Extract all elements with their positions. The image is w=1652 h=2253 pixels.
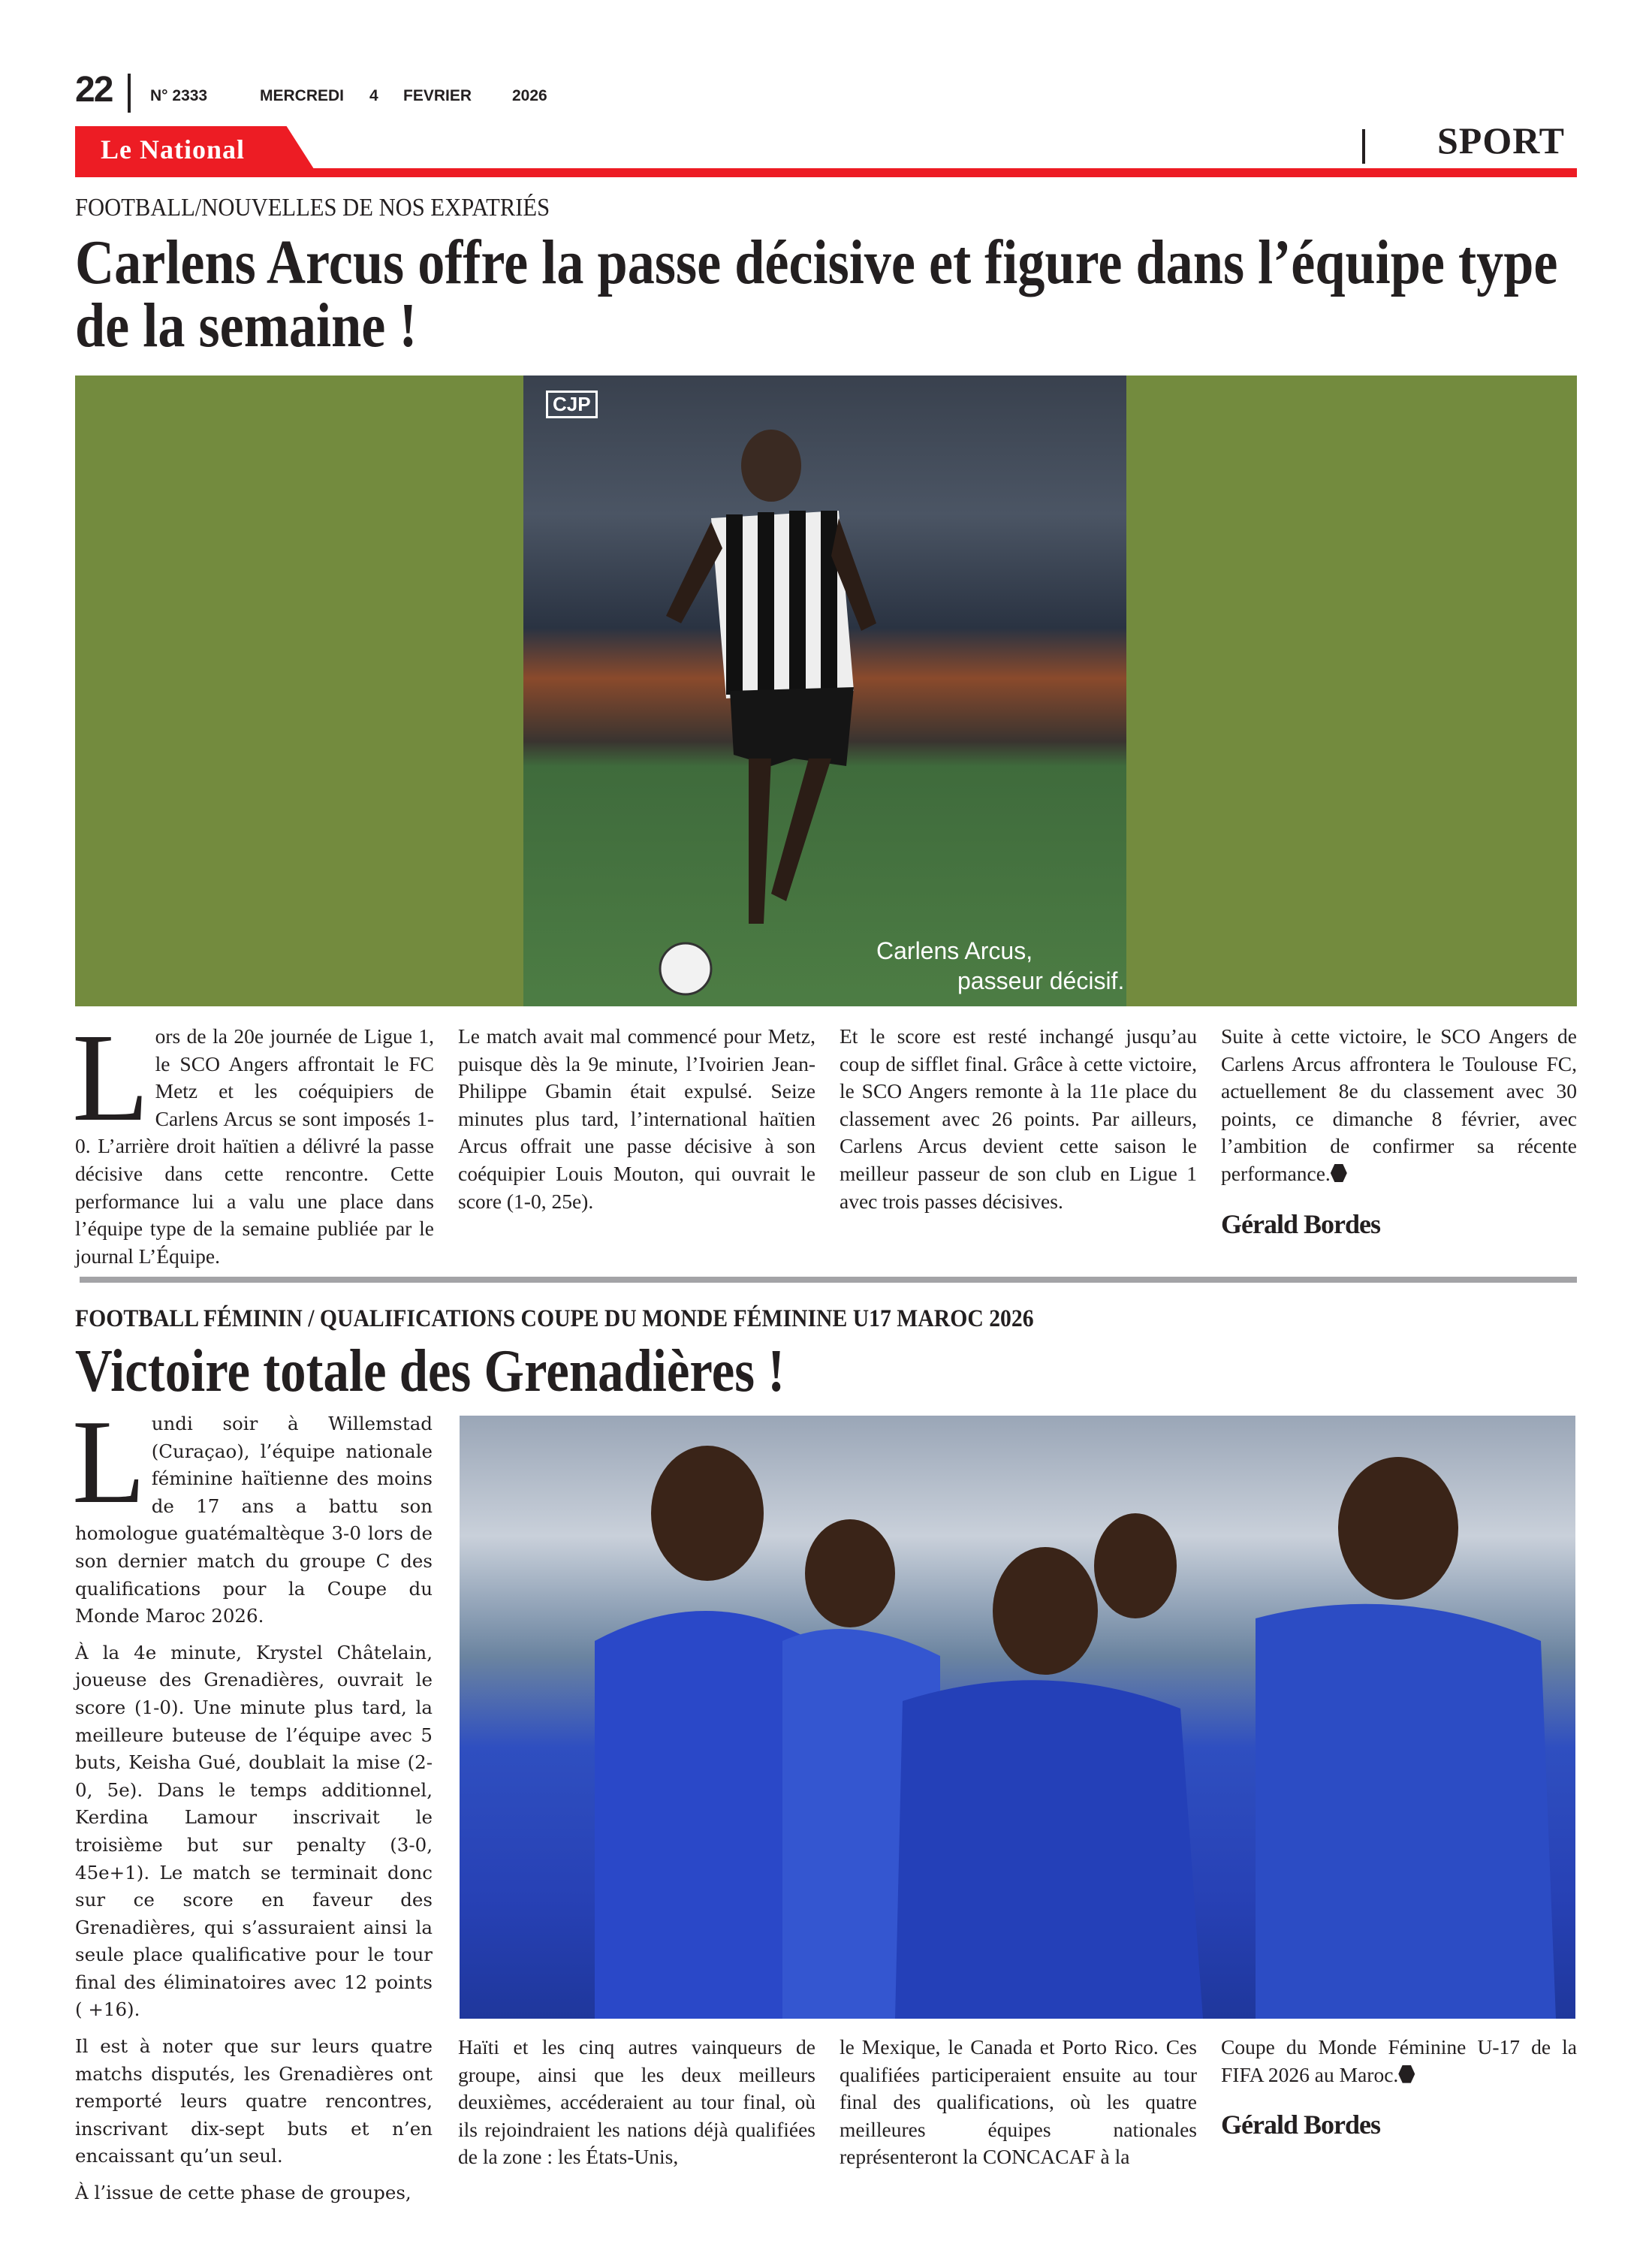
article1-author: Gérald Bordes [1221,1208,1380,1239]
photo-caption-line1: Carlens Arcus, [876,937,1033,964]
page-number: 22 [75,70,113,110]
article1-photo [75,376,1577,1006]
article2-paragraph: le Mexique, le Canada et Porto Rico. Ces qualifiées participeraient ensuite au tour final des qualifications, où les quatre meilleures équipes nationales représenteront la CONCACAF à la [840,2035,1197,2169]
drop-cap: L [72,1395,146,1528]
team-illustration [460,1416,1575,2019]
article1-paragraph: Et le score est resté inchangé jusqu’au coup de sifflet final. Grâce à cette victoire, le SCO Angers remonte à la 11e place du classement avec 26 points. Par ailleurs, Carlens Arcus devient cette saison le meilleur passeur de son club en Ligue 1 avec trois passes décisives. [840,1024,1197,1213]
section-divider [1362,129,1365,164]
date-month: FEVRIER [403,87,472,104]
article2-paragraph: À la 4e minute, Krystel Châtelain, joueuse des Grenadières, ouvrait le score (1-0). Une minute plus tard, la meilleure buteuse de l’équipe avec 5 buts, Keisha Gué, doublait la mise (2-0, 5e). Dans le temps additionnel, Kerdina Lamour inscrivait le troisième but sur penalty (3-0, 45e+1). Le match se terminait donc sur ce score en faveur des Grenadières, qui s’assuraient ainsi la seule place qualificative pour le tour final des éliminatoires avec 12 points ( +16). [75,1641,433,2021]
article2-headline: Victoire totale des Grenadières ! [75,1338,785,1404]
article2-column-3 [840,2034,1197,2180]
date-weekday: MERCREDI [260,87,345,104]
header-rule [75,168,1577,177]
article2-kicker: FOOTBALL FÉMININ / QUALIFICATIONS COUPE DU MONDE FÉMININE U17 MAROC 2026 [75,1305,1034,1332]
article2-column-4 [1221,2034,1577,2139]
article2-paragraph: undi soir à Willemstad (Curaçao), l’équipe nationale féminine haïtienne des moins de 17 ans a battu son homologue guatémaltèque 3-0 lors de son dernier match du groupe C des qualifications pour la Coupe du Monde Maroc 2026. [75,1413,433,1627]
end-mark-icon [1331,1164,1347,1182]
brand-logo: Le National [101,134,246,164]
section-title: SPORT [1437,119,1565,161]
article2-paragraph: Haïti et les cinq autres vainqueurs de groupe, ainsi que les deux meilleurs deuxièmes, accéderaient au tour final, où ils rejoindraient les nations déjà qualifiées de la zone : les États-Unis, [458,2035,815,2169]
photo-credit-logo: CJP [546,391,598,418]
article1-column-3 [840,1023,1197,1224]
article1-column-4 [1221,1023,1577,1238]
article2-column-1 [72,1395,433,2216]
article1-paragraph: Le match avait mal commencé pour Metz, puisque dès la 9e minute, l’Ivoirien Jean-Philippe Gbamin était expulsé. Seize minutes plus tard, l’international haïtien Arcus offrait une passe décisive à son coéquipier Louis Mouton, qui ouvrait le score (1-0, 25e). [458,1024,815,1213]
article-separator [80,1277,1577,1283]
player-illustration [523,376,1126,1006]
photo-caption-line2: passeur décisif. [957,967,1125,994]
date-day: 4 [369,87,378,104]
date-year: 2026 [512,87,547,104]
article2-author: Gérald Bordes [1221,2110,1380,2140]
article2-paragraph: À l’issue de cette phase de groupes, [75,2182,411,2204]
article1-paragraph: ors de la 20e journée de Ligue 1, le SCO Angers affrontait le FC Metz et les coéquipiers de Carlens Arcus se sont imposés 1-0. L’arrière droit haïtien a délivré la passe décisive dans cette rencontre. Cette performance lui a valu une place dans l’équipe type de la semaine publiée par le journal L’Équipe. [75,1024,434,1268]
article2-team-photo [460,1416,1575,2019]
article2-column-2 [458,2034,815,2180]
article1-paragraph: Suite à cette victoire, le SCO Angers de Carlens Arcus affrontera le Toulouse FC, actuellement 8e du classement avec 30 points, ce dimanche 8 février, avec l’ambition de confirmer sa récente performance. [1221,1024,1577,1185]
article1-headline: Carlens Arcus offre la passe décisive et figure dans l’équipe type de la semaine ! [75,228,1558,360]
article1-column-1 [72,1008,434,1279]
article2-paragraph: Coupe du Monde Féminine U-17 de la FIFA 2026 au Maroc. [1221,2035,1577,2086]
article1-column-2 [458,1023,815,1224]
drop-cap: L [72,1008,149,1148]
page-number-divider [128,74,131,113]
article1-kicker: FOOTBALL/NOUVELLES DE NOS EXPATRIÉS [75,194,550,222]
article2-paragraph: Il est à noter que sur leurs quatre matchs disputés, les Grenadières ont remporté leurs quatre rencontres, inscrivant dix-sept buts et n’en encaissant qu’un seul. [75,2035,433,2167]
end-mark-icon [1398,2065,1415,2083]
issue-number: N° 2333 [150,87,208,104]
player-photo [523,376,1126,1006]
